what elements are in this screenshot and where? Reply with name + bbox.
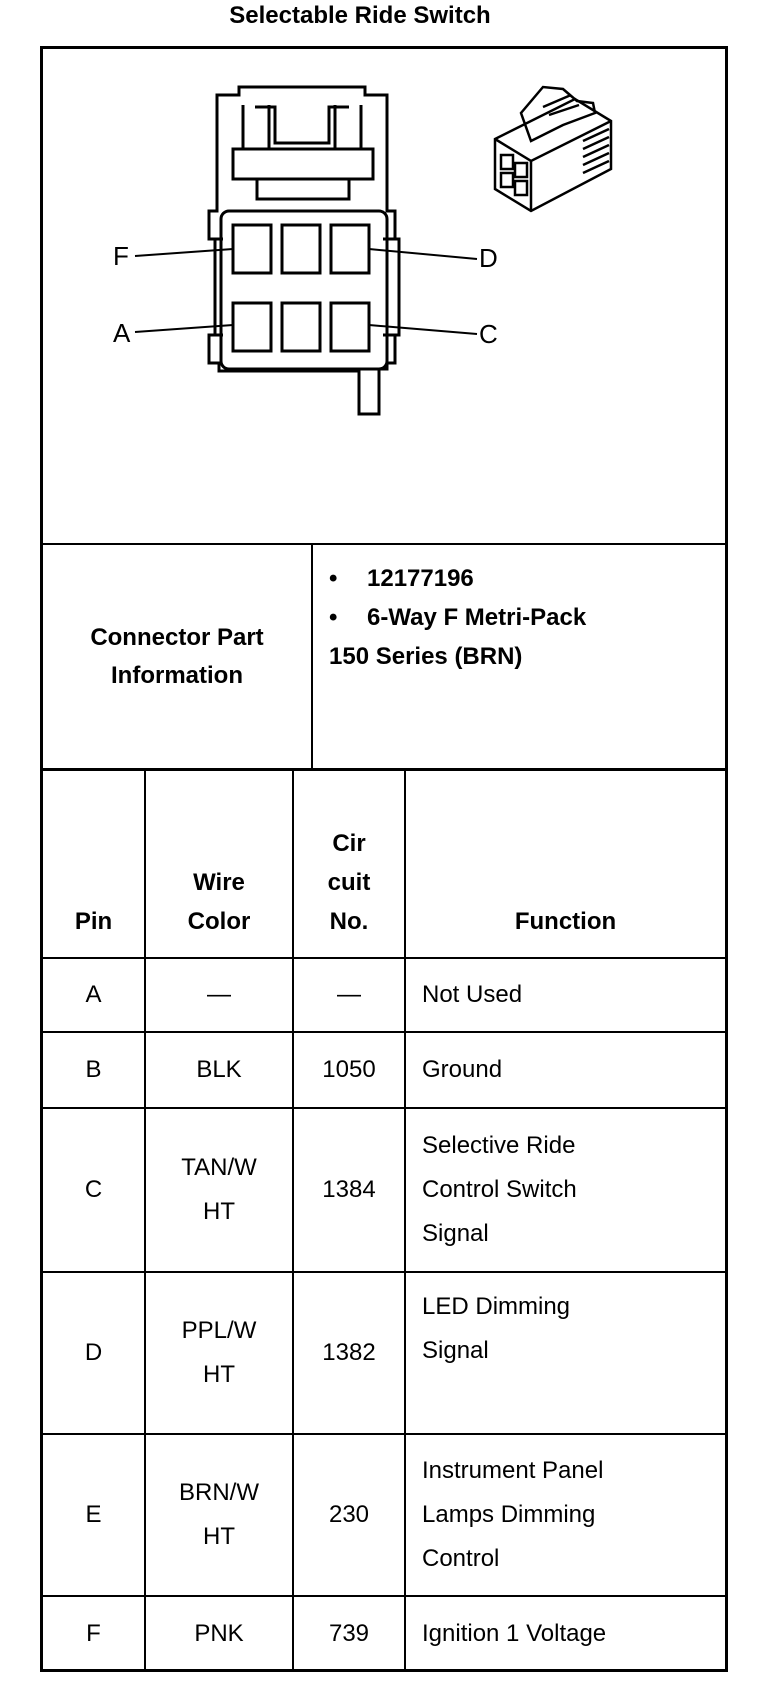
wire-color-cell: BLK (145, 1032, 293, 1108)
circuit-cell: 230 (293, 1434, 405, 1596)
table-row (43, 1032, 725, 1108)
pin-label-F: F (113, 241, 129, 271)
pin-cell: D (43, 1272, 145, 1434)
pin-cell: F (43, 1596, 145, 1671)
function-cell: Selective Ride Control Switch Signal (405, 1108, 725, 1272)
pin-table (43, 771, 725, 1671)
header-function: Function (405, 771, 725, 958)
cavity-D (331, 225, 369, 273)
connector-diagram (43, 49, 725, 545)
header-wire-color: Wire Color (145, 771, 293, 958)
connector-type-item: • 6-Way F Metri-Pack (329, 604, 587, 631)
wire-color-cell: PPL/W HT (145, 1272, 293, 1434)
pin-label-D: D (479, 243, 498, 273)
circuit-cell: 1050 (293, 1032, 405, 1108)
function-cell: Not Used (405, 958, 725, 1032)
cavity-F (233, 225, 271, 273)
function-cell: Ground (405, 1032, 725, 1108)
table-row (43, 1108, 725, 1272)
part-number-item: • 12177196 (329, 565, 474, 592)
pin-cell: E (43, 1434, 145, 1596)
cavity-C (331, 303, 369, 351)
cavity-A (233, 303, 271, 351)
table-row (43, 958, 725, 1032)
table-row (43, 1596, 725, 1671)
wire-color-cell: BRN/W HT (145, 1434, 293, 1596)
pin-table-header (43, 771, 725, 958)
function-cell: LED Dimming Signal (405, 1272, 725, 1434)
connector-face-drawing (43, 49, 725, 543)
table-row (43, 1434, 725, 1596)
wire-color-cell: — (145, 958, 293, 1032)
circuit-cell: 1384 (293, 1108, 405, 1272)
pin-cell: B (43, 1032, 145, 1108)
circuit-cell: — (293, 958, 405, 1032)
wire-color-cell: TAN/W HT (145, 1108, 293, 1272)
header-circuit-no: Cir cuit No. (293, 771, 405, 958)
pin-cell: C (43, 1108, 145, 1272)
connector-isometric-icon (495, 87, 611, 211)
pin-cell: A (43, 958, 145, 1032)
header-pin: Pin (43, 771, 145, 958)
table-row (43, 1272, 725, 1434)
pin-label-A: A (113, 318, 131, 348)
function-cell: Ignition 1 Voltage (405, 1596, 725, 1671)
connector-part-info-list (329, 559, 719, 676)
cavity-B (282, 303, 320, 351)
pin-label-C: C (479, 319, 498, 349)
connector-sheet (40, 46, 728, 1672)
page-title: Selectable Ride Switch (229, 2, 491, 29)
circuit-cell: 739 (293, 1596, 405, 1671)
cavity-E (282, 225, 320, 273)
connector-part-info-label: Connector Part Information (43, 545, 313, 768)
wire-color-cell: PNK (145, 1596, 293, 1671)
connector-inner-body (221, 211, 387, 369)
connector-series-text: 150 Series (BRN) (329, 643, 523, 670)
circuit-cell: 1382 (293, 1272, 405, 1434)
connector-part-info-row (43, 545, 725, 771)
function-cell: Instrument Panel Lamps Dimming Control (405, 1434, 725, 1596)
